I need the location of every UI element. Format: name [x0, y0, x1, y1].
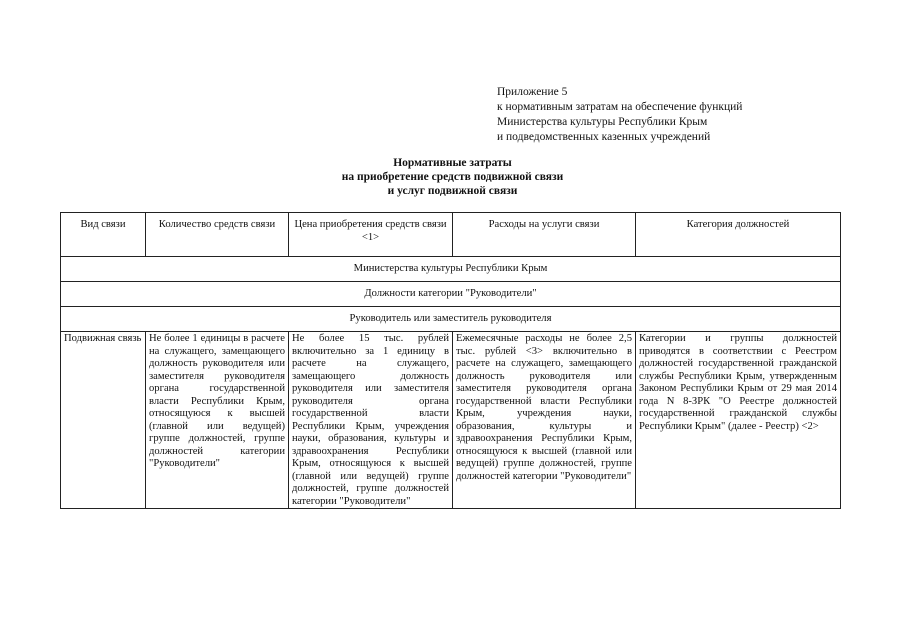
section-row: [61, 307, 841, 332]
section-row: [61, 282, 841, 307]
appendix-note: [497, 85, 827, 145]
section-row: [61, 257, 841, 282]
cell-category: Категории и группы должностей приводятся в соответствии с Реестром должностей государственной гражданской службы Республики Крым, утвержденным Законом Республики Крым от 29 мая 2014 года N 8-ЗРК "О Реестре должностей государственной гражданской службы Республики Крым" (далее - Реестр) <2>: [636, 332, 841, 509]
cell-quantity: Не более 1 единицы в расчете на служащего, замещающего должность руководителя или заместителя руководителя органа государственной власти Республики Крым, относящуюся к высшей (главной или ведущей) группе должностей, группе должностей категории "Руководители": [146, 332, 289, 509]
cell-connection-type: Подвижная связь: [61, 332, 146, 509]
header-connection-type: Вид связи: [61, 213, 146, 257]
header-category: Категория должностей: [636, 213, 841, 257]
section-position: Руководитель или заместитель руководителя: [61, 307, 841, 332]
header-services: Расходы на услуги связи: [453, 213, 636, 257]
section-ministry: Министерства культуры Республики Крым: [61, 257, 841, 282]
title-line: на приобретение средств подвижной связи: [341, 171, 564, 183]
cell-price: Не более 15 тыс. рублей включительно за 1 единицу в расчете на служащего, замещающего должность руководителя или заместителя руководителя органа государственной власти Республики Крым, учреждения науки, образования, культуры и здравоохранения Республики Крым, относящуюся к высшей (главной или ведущей) группе должностей, группе должностей категории "Руководители": [289, 332, 453, 509]
cell-services: Ежемесячные расходы не более 2,5 тыс. рублей <3> включительно в расчете на служащего, замещающего должность руководителя или заместителя руководителя органа государственной власти Республики Крым, учреждения науки, образования, культуры и здравоохранения Республики Крым, относящуюся к высшей (главной или ведущей) группе должностей, группе должностей категории "Руководители": [453, 332, 636, 509]
document-title: [0, 156, 905, 198]
table-row: [61, 332, 841, 509]
appendix-line: и подведомственных казенных учреждений: [497, 131, 711, 143]
title-line: Нормативные затраты: [393, 157, 512, 169]
table-header-row: [61, 213, 841, 257]
title-line: и услуг подвижной связи: [387, 185, 518, 197]
norms-table: [60, 212, 841, 509]
appendix-line: Министерства культуры Республики Крым: [497, 116, 708, 128]
section-category: Должности категории "Руководители": [61, 282, 841, 307]
header-quantity: Количество средств связи: [146, 213, 289, 257]
appendix-line: к нормативным затратам на обеспечение функций: [497, 101, 743, 113]
header-price: Цена приобретения средств связи <1>: [289, 213, 453, 257]
appendix-line: Приложение 5: [497, 86, 568, 98]
